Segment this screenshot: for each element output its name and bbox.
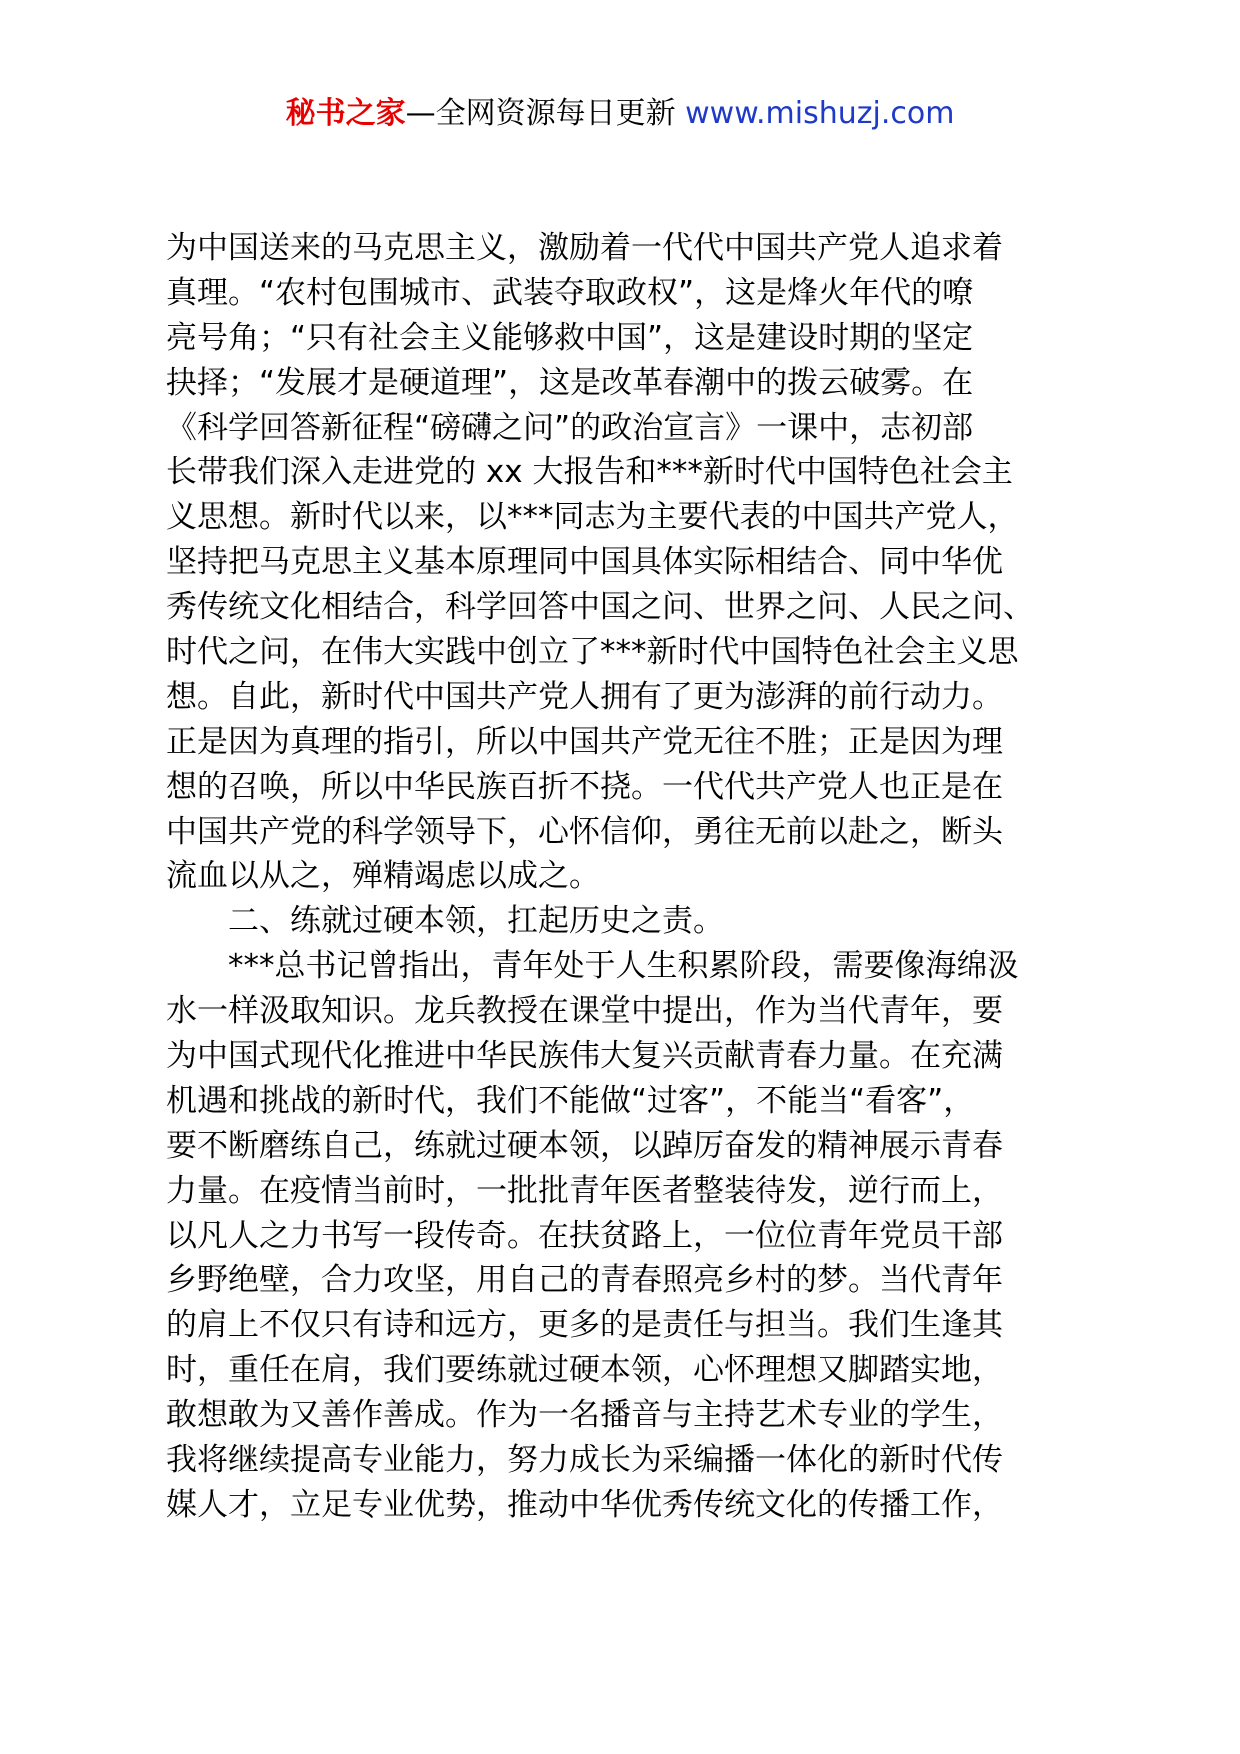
- text-line: 水一样汲取知识。龙兵教授在课堂中提出，作为当代青年，要: [166, 993, 1003, 1030]
- text-line: 正是因为真理的指引，所以中国共产党无往不胜；正是因为理: [166, 723, 1003, 760]
- text-line: 坚持把马克思主义基本原理同中国具体实际相结合、同中华优: [166, 544, 1003, 581]
- text-line: 机遇和挑战的新时代，我们不能做“过客”，不能当“看客”，: [166, 1082, 975, 1119]
- site-slogan: —全网资源每日更新: [405, 96, 686, 131]
- document-body: [166, 226, 1086, 1528]
- text-line: 中国共产党的科学领导下，心怀信仰，勇往无前以赴之，断头: [166, 813, 1003, 850]
- text-line: 《科学回答新征程“磅礴之问”的政治宣言》一课中，志初部: [166, 409, 974, 446]
- text-line: 为中国送来的马克思主义，激励着一代代中国共产党人追求着: [166, 230, 1003, 266]
- text-line: 的肩上不仅只有诗和远方，更多的是责任与担当。我们生逢其: [166, 1307, 1003, 1344]
- text-line: ***总书记曾指出，青年处于人生积累阶段，需要像海绵汲: [228, 948, 1019, 985]
- page-header: [0, 94, 1240, 134]
- text-line: 长带我们深入走进党的 xx 大报告和***新时代中国特色社会主: [166, 454, 1013, 491]
- text-line: 真理。“农村包围城市、武装夺取政权”，这是烽火年代的嘹: [166, 274, 974, 311]
- text-line: 以凡人之力书写一段传奇。在扶贫路上，一位位青年党员干部: [166, 1217, 1003, 1254]
- text-line: 二、练就过硬本领，扛起历史之责。: [228, 903, 724, 940]
- site-url-link[interactable]: www.mishuzj.com: [685, 96, 955, 131]
- text-line: 时，重任在肩，我们要练就过硬本领，心怀理想又脚踏实地，: [166, 1352, 1003, 1389]
- text-line: 时代之问，在伟大实践中创立了***新时代中国特色社会主义思: [166, 634, 1019, 671]
- text-line: 力量。在疫情当前时，一批批青年医者整装待发，逆行而上，: [166, 1172, 1003, 1209]
- text-line: 秀传统文化相结合，科学回答中国之问、世界之问、人民之问、: [166, 589, 1034, 626]
- text-line: 义思想。新时代以来，以***同志为主要代表的中国共产党人，: [166, 499, 1019, 536]
- text-line: 我将继续提高专业能力，努力成长为采编播一体化的新时代传: [166, 1442, 1003, 1479]
- text-line: 乡野绝壁，合力攻坚，用自己的青春照亮乡村的梦。当代青年: [166, 1262, 1003, 1299]
- text-line: 想的召唤，所以中华民族百折不挠。一代代共产党人也正是在: [166, 768, 1003, 805]
- text-line: 敢想敢为又善作善成。作为一名播音与主持艺术专业的学生，: [166, 1397, 1003, 1434]
- text-line: 为中国式现代化推进中华民族伟大复兴贡献青春力量。在充满: [166, 1038, 1003, 1075]
- text-line: 抉择；“发展才是硬道理”，这是改革春潮中的拨云破雾。在: [166, 364, 974, 401]
- text-line: 亮号角；“只有社会主义能够救中国”，这是建设时期的坚定: [166, 319, 974, 356]
- text-line: 流血以从之，殚精竭虑以成之。: [166, 858, 600, 895]
- text-line: 要不断磨练自己，练就过硬本领，以踔厉奋发的精神展示青春: [166, 1127, 1003, 1164]
- text-line: 想。自此，新时代中国共产党人拥有了更为澎湃的前行动力。: [166, 678, 1003, 715]
- text-line: 媒人才，立足专业优势，推动中华优秀传统文化的传播工作，: [166, 1486, 1003, 1523]
- site-brand: 秘书之家: [285, 96, 406, 131]
